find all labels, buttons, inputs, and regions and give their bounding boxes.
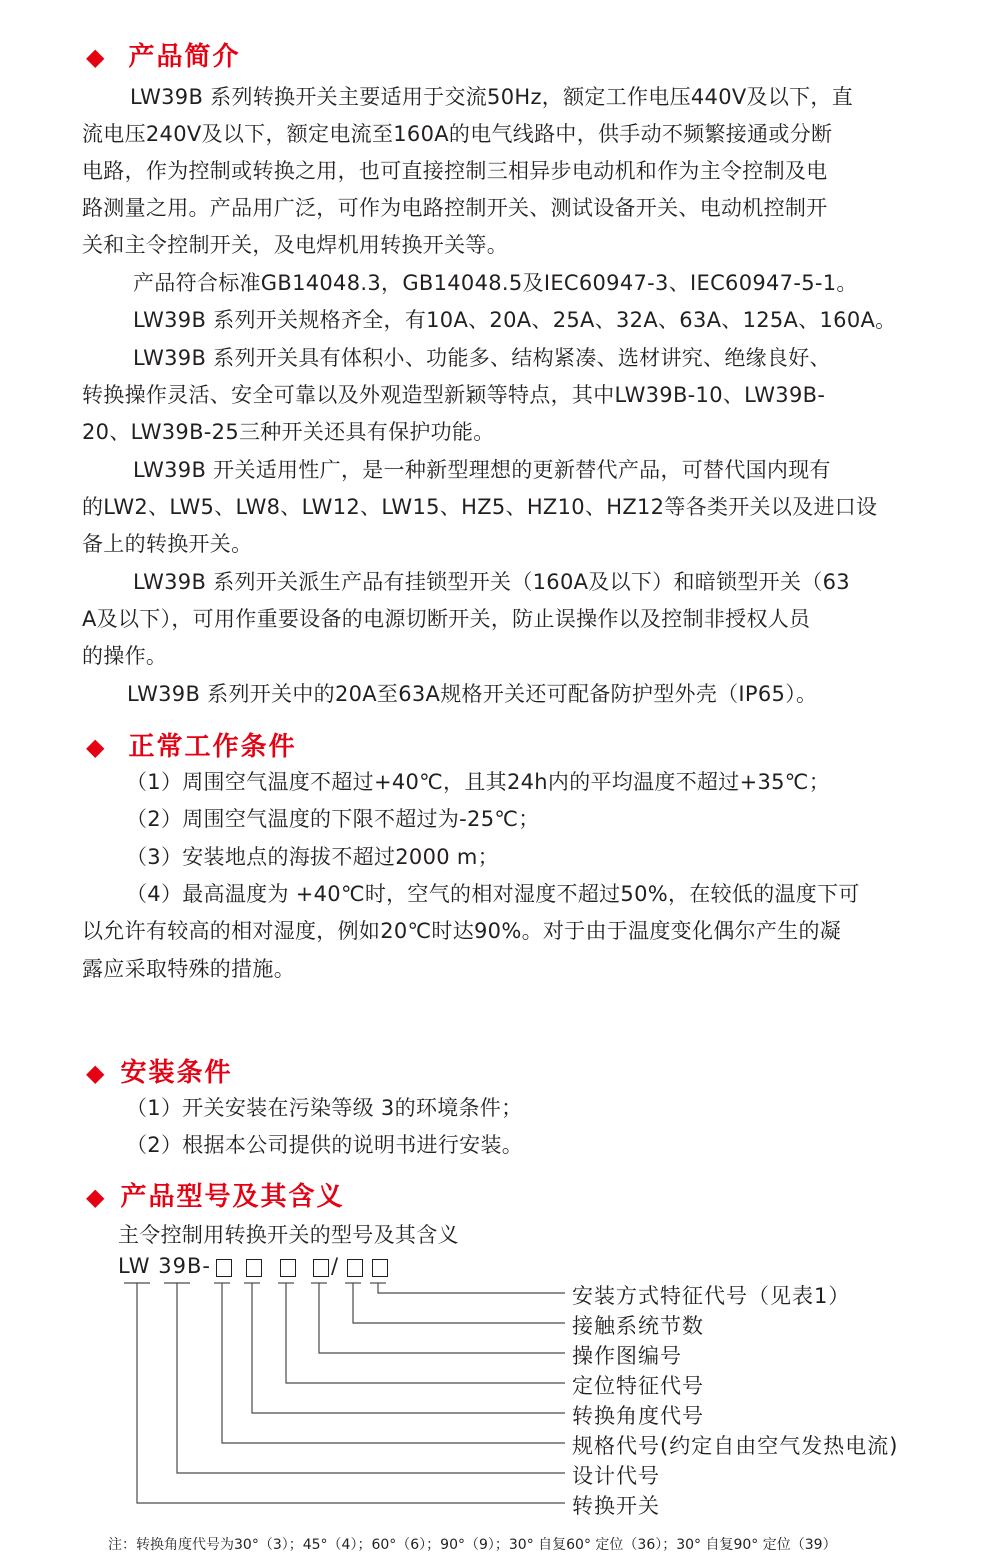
- intro-line: A及以下），可用作重要设备的电源切断开关，防止误操作以及控制非授权人员: [82, 607, 811, 631]
- intro-line: LW39B 开关适用性广，是一种新型理想的更新替代产品，可替代国内现有: [133, 458, 831, 482]
- intro-line: 备上的转换开关。: [82, 532, 253, 556]
- intro-line: 的操作。: [82, 644, 168, 668]
- heading-text: 产品型号及其含义: [120, 1182, 345, 1212]
- intro-line: 路测量之用。产品用广泛，可作为电路控制开关、测试设备开关、电动机控制开: [82, 196, 828, 220]
- intro-line: 电路，作为控制或转换之用，也可直接控制三相异步电动机和作为主令控制及电: [82, 159, 828, 183]
- intro-line: LW39B 系列开关中的20A至63A规格开关还可配备防护型外壳（IP65）。: [127, 682, 818, 706]
- heading-text: 正常工作条件: [128, 732, 297, 762]
- heading-text: 产品简介: [128, 42, 241, 72]
- legend-contact-sections: 接触系统节数: [572, 1314, 704, 1338]
- work-condition-line: 露应采取特殊的措施。: [82, 957, 295, 981]
- legend-mounting-code: 安装方式特征代号（见表1）: [572, 1284, 851, 1308]
- diamond-bullet-icon: ◆: [86, 1183, 107, 1211]
- code-lw: LW: [118, 1254, 151, 1278]
- install-condition-line: （1）开关安装在污染等级 3的环境条件；: [126, 1096, 523, 1120]
- legend-design-code: 设计代号: [572, 1464, 660, 1488]
- legend-diagram-number: 操作图编号: [572, 1344, 682, 1368]
- intro-line: 20、LW39B-25三种开关还具有保护功能。: [82, 420, 495, 444]
- code-slash: /: [331, 1254, 340, 1278]
- legend-switch: 转换开关: [572, 1494, 660, 1518]
- intro-line: LW39B 系列转换开关主要适用于交流50Hz，额定工作电压440V及以下，直: [130, 85, 854, 109]
- legend-rating-code: 规格代号(约定自由空气发热电流): [572, 1434, 899, 1458]
- legend-positioning-code: 定位特征代号: [572, 1374, 704, 1398]
- footnote: 注：转换角度代号为30°（3）；45°（4）；60°（6）；90°（9）；30° 自复60° 定位（36）；30° 自复90° 定位（39）: [108, 1537, 837, 1553]
- intro-line: 转换操作灵活、安全可靠以及外观造型新颖等特点，其中LW39B-10、LW39B-: [82, 383, 826, 407]
- work-condition-line: （4）最高温度为 +40℃时，空气的相对湿度不超过50%，在较低的温度下可: [126, 882, 860, 906]
- model-subtitle: 主令控制用转换开关的型号及其含义: [118, 1223, 459, 1247]
- intro-line: LW39B 系列开关派生产品有挂锁型开关（160A及以下）和暗锁型开关（63: [133, 570, 850, 594]
- intro-line: 关和主令控制开关，及电焊机用转换开关等。: [82, 233, 508, 257]
- intro-line: LW39B 系列开关具有体积小、功能多、结构紧凑、选材讲究、绝缘良好、: [133, 346, 831, 370]
- intro-line: 的LW2、LW5、LW8、LW12、LW15、HZ5、HZ10、HZ12等各类开关以及进口设: [82, 495, 878, 519]
- heading-text: 安装条件: [120, 1058, 233, 1088]
- code-39b: 39B-: [158, 1254, 211, 1278]
- intro-line: 产品符合标准GB14048.3，GB14048.5及IEC60947-3、IEC60947-5-1。: [133, 271, 858, 295]
- diamond-bullet-icon: ◆: [86, 43, 107, 71]
- diamond-bullet-icon: ◆: [86, 1059, 107, 1087]
- intro-line: LW39B 系列开关规格齐全，有10A、20A、25A、32A、63A、125A、160A。: [133, 308, 897, 332]
- work-condition-line: （3）安装地点的海拔不超过2000 m；: [126, 845, 499, 869]
- legend-angle-code: 转换角度代号: [572, 1404, 704, 1428]
- intro-line: 流电压240V及以下，额定电流至160A的电气线路中，供手动不频繁接通或分断: [82, 122, 833, 146]
- work-condition-line: 以允许有较高的相对湿度，例如20℃时达90%。对于由于温度变化偶尔产生的凝: [82, 919, 842, 943]
- install-condition-line: （2）根据本公司提供的说明书进行安装。: [126, 1133, 524, 1157]
- work-condition-line: （2）周围空气温度的下限不超过为-25℃；: [126, 807, 540, 831]
- diamond-bullet-icon: ◆: [86, 733, 107, 761]
- work-condition-line: （1）周围空气温度不超过+40℃，且其24h内的平均温度不超过+35℃；: [126, 770, 830, 794]
